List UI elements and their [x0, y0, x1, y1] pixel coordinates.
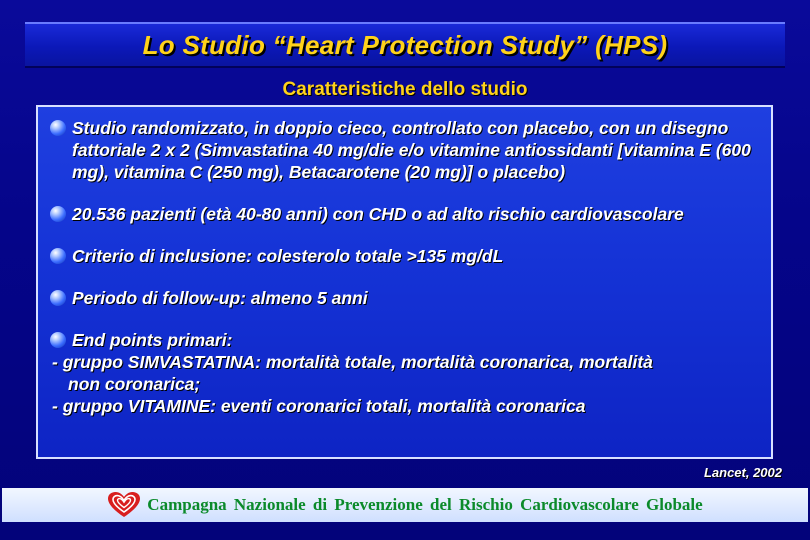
bullet-patients [48, 203, 759, 225]
content-box [36, 105, 773, 459]
bullet-text: Studio randomizzato, in doppio cieco, controllato con placebo, con un disegno fattoriale 2 x 2 (Simvastatina 40 mg/die e/o vitamine antiossidanti [vitamina E (600 mg), vitamina C (250 mg), Betacarotene (20 mg)] o placebo) [72, 118, 751, 182]
bullet-icon [50, 332, 66, 348]
bullet-list [38, 107, 771, 417]
bullet-study-design [48, 117, 759, 183]
end-point-simvastatina-cont: non coronarica; [68, 374, 201, 394]
bullet-icon [50, 120, 66, 136]
slide-subtitle: Caratteristiche dello studio [282, 79, 528, 100]
source-citation: Lancet, 2002 [703, 465, 782, 480]
bullet-end-points [48, 329, 759, 417]
bullet-inclusion [48, 245, 759, 267]
bullet-text: 20.536 pazienti (età 40-80 anni) con CHD o ad alto rischio cardiovascolare [72, 204, 684, 224]
slide-title: Lo Studio “Heart Protection Study” (HPS) [142, 29, 668, 60]
end-point-vitamine: - gruppo VITAMINE: eventi coronarici totali, mortalità coronarica [52, 396, 586, 416]
bullet-follow-up [48, 287, 759, 309]
bullet-text: Periodo di follow-up: almeno 5 anni [72, 288, 368, 308]
bullet-icon [50, 206, 66, 222]
footer-text: Campagna Nazionale di Prevenzione del Rischio Cardiovascolare Globale [147, 495, 703, 514]
heart-logo-icon [107, 491, 141, 519]
end-point-simvastatina: - gruppo SIMVASTATINA: mortalità totale, mortalità coronarica, mortalità [52, 352, 653, 372]
end-points-sublist [52, 351, 759, 417]
bullet-icon [50, 290, 66, 306]
bullet-text: End points primari: [72, 330, 233, 350]
title-bar [25, 22, 785, 68]
footer-banner [2, 488, 808, 522]
bullet-text: Criterio di inclusione: colesterolo totale >135 mg/dL [72, 246, 504, 266]
bullet-icon [50, 248, 66, 264]
